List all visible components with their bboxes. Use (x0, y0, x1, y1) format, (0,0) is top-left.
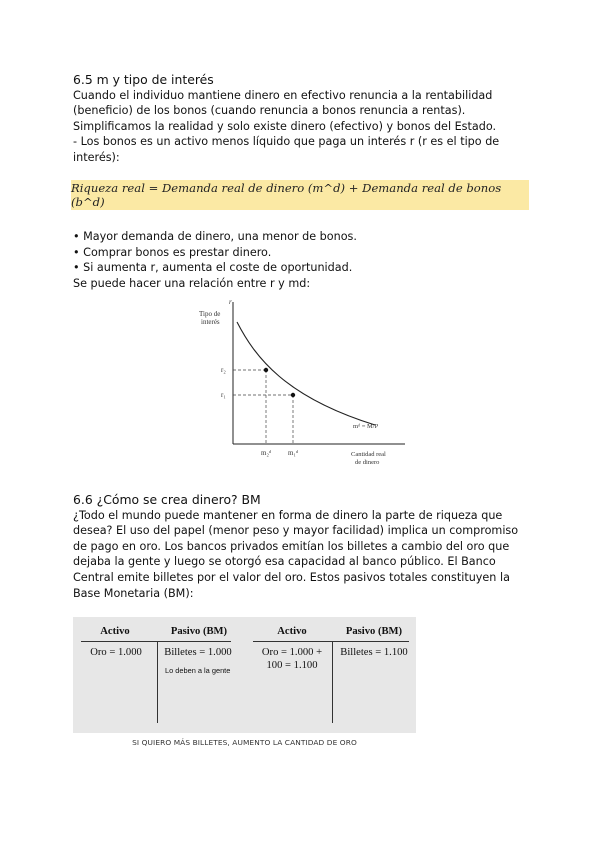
money-demand-graph (185, 292, 415, 472)
r-low-label: r₁ (221, 391, 226, 399)
x-axis-label: Cantidad real (351, 451, 386, 458)
paragraph: Cuando el individuo mantiene dinero en efectivo renuncia a la rentabilidad (beneficio) de los bonos (cuando renuncia a bonos renuncia a rentas). (73, 88, 493, 118)
col-header-pasivo: Pasivo (BM) (345, 626, 403, 637)
paragraph: Se puede hacer una relación entre r y md: (73, 276, 311, 290)
pasivo-value: Billetes = 1.100 (340, 647, 408, 658)
paragraph: Simplificamos la realidad y solo existe dinero (efectivo) y bonos del Estado. (73, 119, 497, 133)
section-6-6 (73, 492, 533, 601)
table-rule (253, 641, 409, 642)
bullet-item: • Mayor demanda de dinero, una menor de bonos. (73, 230, 357, 243)
table-divider (157, 641, 158, 723)
m-left-label: m₂ᵈ (261, 449, 272, 457)
balance-sheets (73, 617, 416, 733)
activo-value: Oro = 1.000 + (261, 647, 323, 658)
m-right-label: m₁ᵈ (288, 449, 299, 457)
pasivo-value: Billetes = 1.000 (164, 647, 232, 658)
equilibrium-point (264, 368, 268, 372)
table-rule (81, 641, 231, 642)
section-6-5 (73, 72, 533, 166)
bullet-list (73, 229, 533, 291)
table-caption: SI QUIERO MÁS BILLETES, AUMENTO LA CANTIDAD DE ORO (132, 738, 357, 747)
equilibrium-point (291, 393, 295, 397)
y-axis-symbol: r (229, 298, 232, 306)
demand-curve (237, 322, 375, 425)
annotation-note: Lo deben a la gente (165, 666, 231, 675)
paragraph: - Los bonos es un activo menos líquido que paga un interés r (r es el tipo de interés): (73, 135, 500, 164)
activo-value: Oro = 1.000 (90, 647, 142, 658)
y-axis-label: interés (201, 318, 220, 326)
col-header-activo: Activo (277, 626, 307, 637)
section-title: 6.6 ¿Cómo se crea dinero? BM (73, 492, 261, 507)
curve-label: mᵈ = M/P (353, 423, 379, 430)
section-title: 6.5 m y tipo de interés (73, 72, 214, 87)
activo-value: 100 = 1.100 (266, 660, 318, 671)
col-header-pasivo: Pasivo (BM) (170, 626, 228, 637)
col-header-activo: Activo (100, 626, 130, 637)
bullet-item: • Si aumenta r, aumenta el coste de oportunidad. (73, 261, 353, 275)
paragraph: ¿Todo el mundo puede mantener en forma de dinero la parte de riqueza que desea? El uso del papel (menor peso y mayor facilidad) implica un compromiso de pago en oro. Los bancos privados emitían los billetes a cambio del oro que dejaba la gente y luego se otorgó esa capacidad al banco público. El Banco Central emite billetes por el valor del oro. Estos pasivos totales constituyen la Base Monetaria (BM): (73, 508, 519, 600)
r-high-label: r₂ (221, 366, 226, 374)
formula-box (71, 180, 529, 210)
y-axis-label: Tipo de (199, 310, 221, 318)
table-divider (332, 641, 333, 723)
formula: Riqueza real = Demanda real de dinero (m^d) + Demanda real de bonos (b^d) (71, 181, 502, 209)
bullet-item: • Comprar bonos es prestar dinero. (73, 245, 272, 259)
x-axis-label: de dinero (355, 459, 380, 466)
